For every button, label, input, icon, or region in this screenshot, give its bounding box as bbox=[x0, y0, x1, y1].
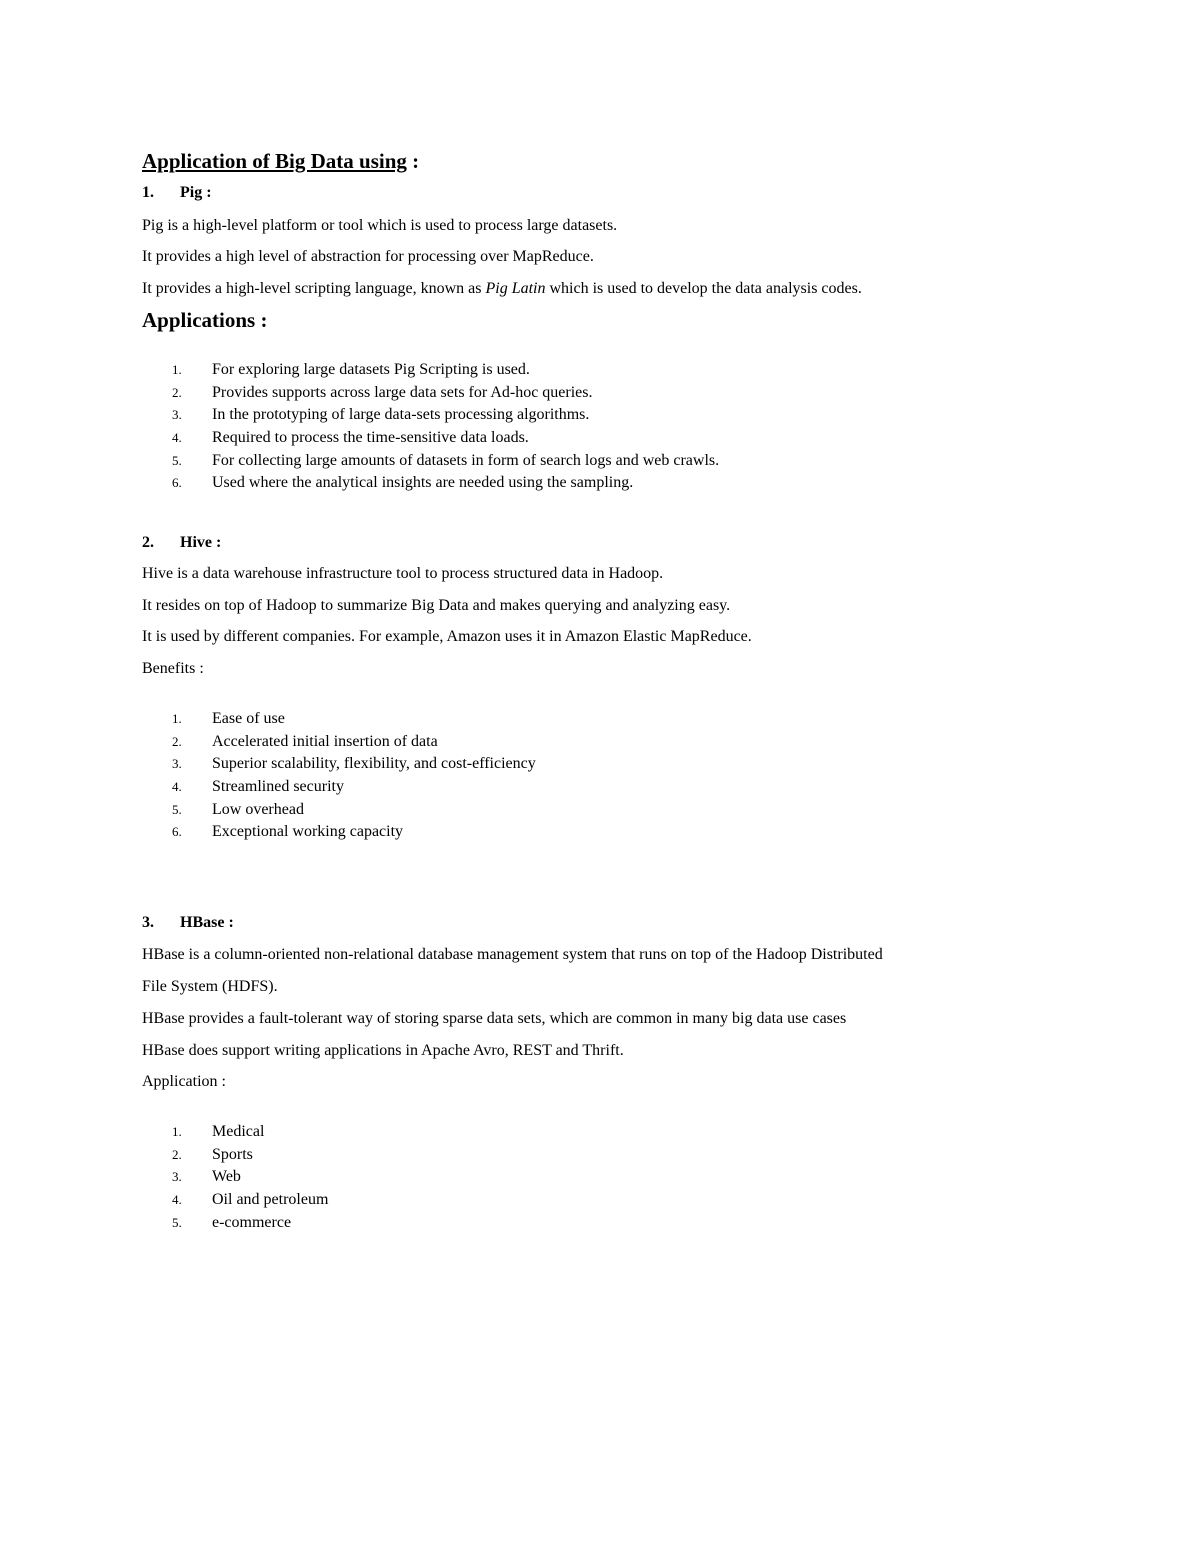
list-item bbox=[172, 427, 719, 450]
hive-paragraph-3: It is used by different companies. For example, Amazon uses it in Amazon Elastic MapReduce. bbox=[142, 628, 752, 645]
list-item-number: 1. bbox=[172, 362, 182, 377]
hive-benefits-list bbox=[172, 708, 536, 844]
list-item-text: Sports bbox=[212, 1145, 253, 1163]
list-item-text: Low overhead bbox=[212, 800, 304, 818]
list-item-text: Ease of use bbox=[212, 710, 285, 727]
list-item-text: Oil and petroleum bbox=[212, 1191, 329, 1209]
list-item-number: 2. bbox=[172, 384, 182, 400]
list-item-number: 3. bbox=[172, 1169, 182, 1185]
section-heading-text: HBase : bbox=[180, 914, 234, 931]
hbase-application-label: Application : bbox=[142, 1073, 226, 1090]
list-item bbox=[172, 404, 719, 427]
list-item-text: In the prototyping of large data-sets processing algorithms. bbox=[212, 406, 590, 424]
document-title bbox=[142, 147, 419, 175]
list-item-text: For exploring large datasets Pig Scripting is used. bbox=[212, 361, 530, 378]
list-item-text: Medical bbox=[212, 1123, 265, 1140]
hbase-applications-list bbox=[172, 1121, 328, 1234]
list-item-text: Exceptional working capacity bbox=[212, 823, 404, 841]
list-item bbox=[172, 708, 536, 731]
hbase-paragraph-3: HBase does support writing applications in Apache Avro, REST and Thrift. bbox=[142, 1042, 624, 1059]
list-item bbox=[172, 1212, 328, 1235]
pig-applications-list bbox=[172, 359, 719, 495]
pig-paragraph-1: Pig is a high-level platform or tool which is used to process large datasets. bbox=[142, 217, 618, 234]
list-item bbox=[172, 472, 719, 495]
list-item-number: 3. bbox=[172, 756, 182, 772]
section-heading-hbase bbox=[142, 912, 234, 934]
list-item bbox=[172, 731, 536, 754]
hbase-paragraph-1-cont: File System (HDFS). bbox=[142, 978, 278, 995]
list-item bbox=[172, 1166, 328, 1189]
list-item bbox=[172, 1144, 328, 1167]
list-item-number: 5. bbox=[172, 801, 182, 817]
section-heading-text: Hive : bbox=[180, 534, 222, 551]
list-item bbox=[172, 799, 536, 822]
list-item-number: 2. bbox=[172, 733, 182, 749]
list-item-number: 5. bbox=[172, 1214, 182, 1230]
list-item-text: Streamlined security bbox=[212, 778, 344, 796]
pig-paragraph-2: It provides a high level of abstraction for processing over MapReduce. bbox=[142, 248, 594, 265]
list-item bbox=[172, 776, 536, 799]
pig-paragraph-3-before: It provides a high-level scripting language, known as bbox=[142, 280, 486, 297]
document-title-underlined: Application of Big Data using bbox=[142, 149, 407, 173]
list-item-text: Provides supports across large data sets for Ad-hoc queries. bbox=[212, 383, 593, 401]
list-item-number: 4. bbox=[172, 430, 182, 446]
list-item-number: 4. bbox=[172, 779, 182, 795]
document-title-suffix: : bbox=[406, 149, 420, 173]
list-item-number: 1. bbox=[172, 711, 182, 726]
list-item bbox=[172, 1189, 328, 1212]
list-item-text: For collecting large amounts of datasets in form of search logs and web crawls. bbox=[212, 451, 720, 469]
list-item-number: 6. bbox=[172, 824, 182, 840]
pig-paragraph-3 bbox=[142, 278, 862, 300]
list-item-text: Web bbox=[212, 1168, 241, 1186]
list-item-number: 2. bbox=[172, 1146, 182, 1162]
list-item bbox=[172, 1121, 328, 1144]
list-item-text: Used where the analytical insights are needed using the sampling. bbox=[212, 474, 634, 492]
hbase-paragraph-2: HBase provides a fault-tolerant way of storing sparse data sets, which are common in many big data use cases bbox=[142, 1010, 847, 1027]
list-item-number: 1. bbox=[172, 1124, 182, 1139]
list-item-text: Required to process the time-sensitive data loads. bbox=[212, 429, 529, 447]
hbase-paragraph-1: HBase is a column-oriented non-relational database management system that runs on top of the Hadoop Distributed bbox=[142, 946, 883, 963]
list-item bbox=[172, 382, 719, 405]
list-item-text: Superior scalability, flexibility, and cost-efficiency bbox=[212, 755, 536, 773]
applications-heading: Applications : bbox=[142, 308, 268, 332]
hive-paragraph-2: It resides on top of Hadoop to summarize Big Data and makes querying and analyzing easy. bbox=[142, 597, 731, 614]
list-item bbox=[172, 753, 536, 776]
section-heading-pig bbox=[142, 182, 212, 204]
section-number: 2. bbox=[142, 534, 154, 551]
list-item bbox=[172, 359, 719, 382]
list-item-number: 4. bbox=[172, 1192, 182, 1208]
section-heading-hive bbox=[142, 532, 221, 554]
hive-paragraph-1: Hive is a data warehouse infrastructure tool to process structured data in Hadoop. bbox=[142, 565, 664, 582]
list-item bbox=[172, 821, 536, 844]
section-number: 3. bbox=[142, 914, 154, 931]
list-item-number: 5. bbox=[172, 452, 182, 468]
list-item bbox=[172, 450, 719, 473]
list-item-text: Accelerated initial insertion of data bbox=[212, 732, 438, 750]
pig-paragraph-3-after: which is used to develop the data analysis codes. bbox=[545, 280, 862, 297]
list-item-text: e-commerce bbox=[212, 1213, 292, 1231]
pig-latin-term: Pig Latin bbox=[485, 280, 546, 297]
section-number: 1. bbox=[142, 184, 154, 201]
list-item-number: 6. bbox=[172, 475, 182, 491]
list-item-number: 3. bbox=[172, 407, 182, 423]
hive-benefits-label: Benefits : bbox=[142, 660, 204, 677]
section-heading-text: Pig : bbox=[180, 184, 212, 201]
